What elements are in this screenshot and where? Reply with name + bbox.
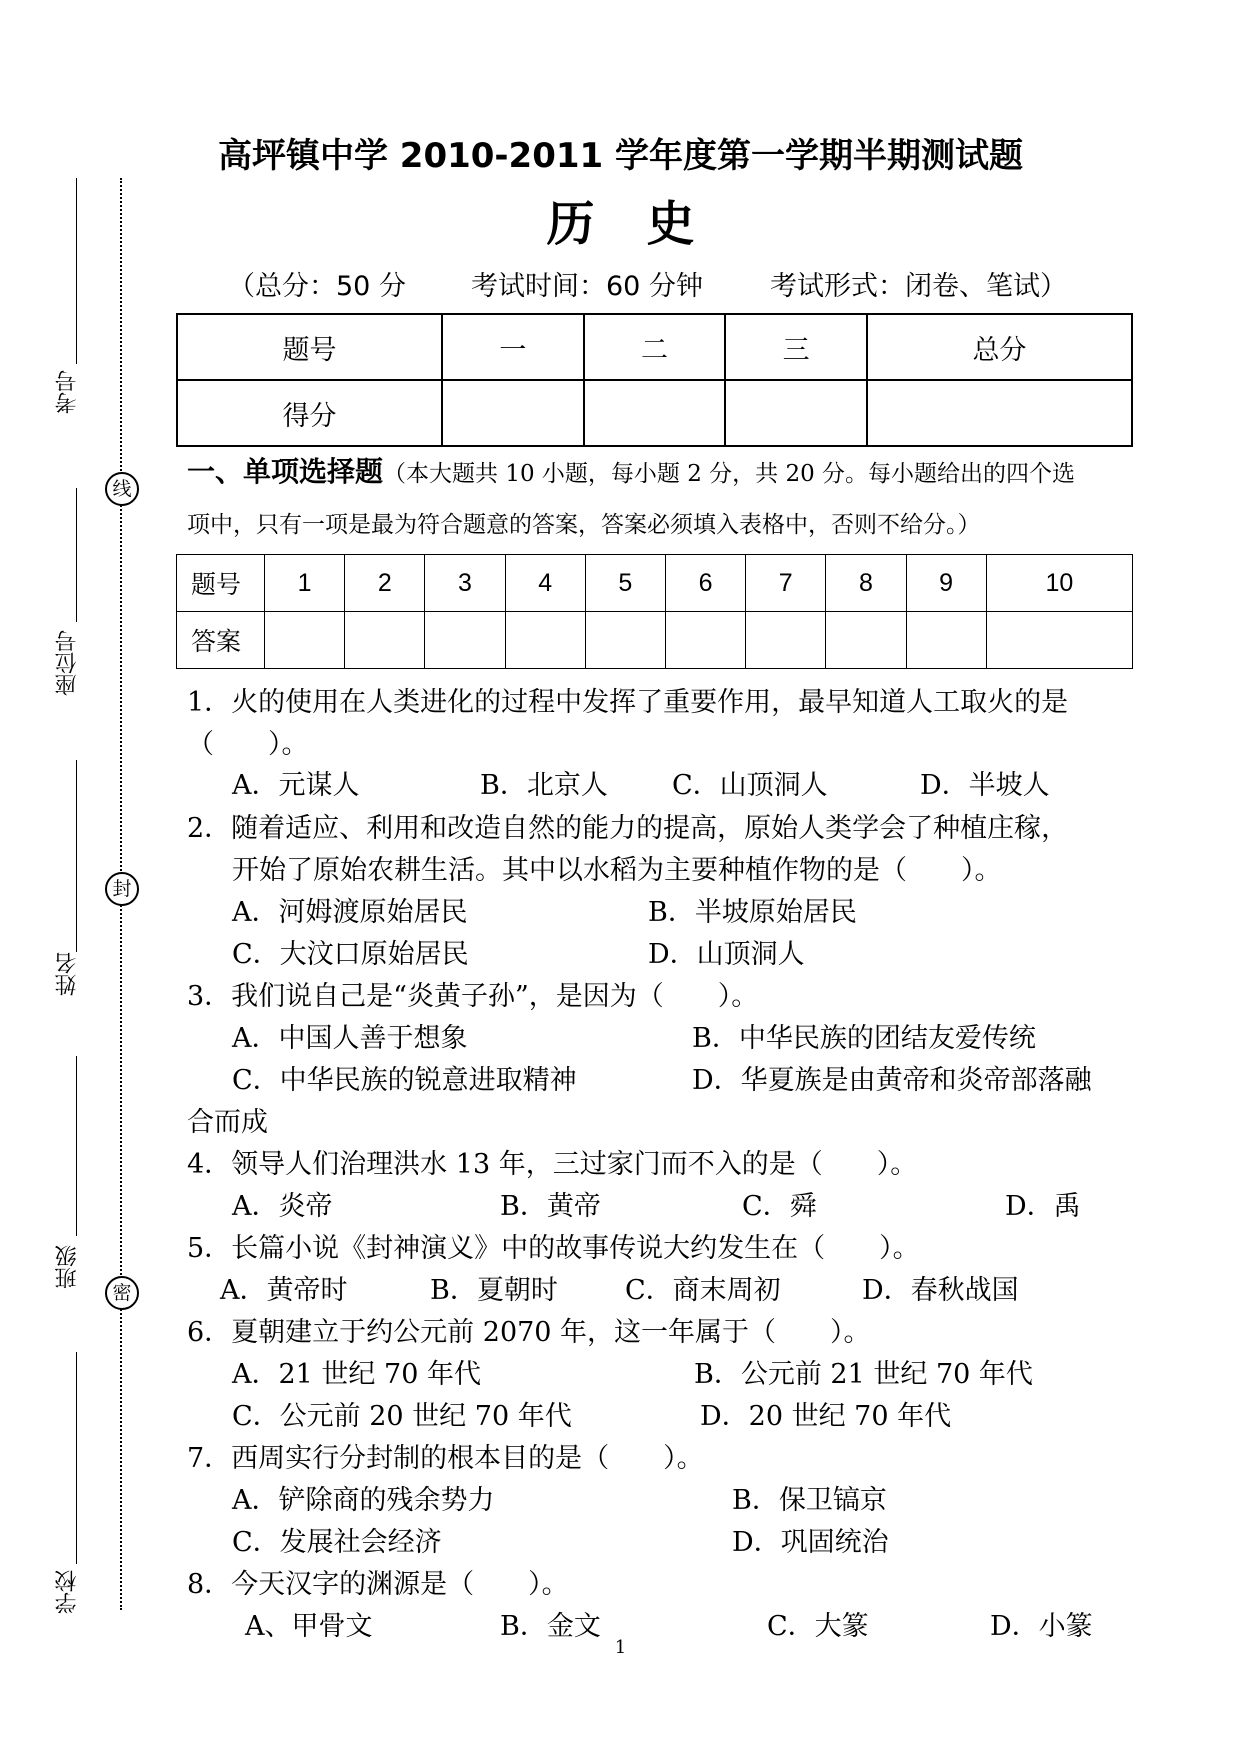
question-2-stem-cont: 开始了原始农耕生活。其中以水稻为主要种植作物的是（ ）。 [232, 855, 1002, 886]
question-6-option-c: C．公元前 20 世纪 70 年代 [232, 1401, 572, 1432]
question-2-option-b: B．半坡原始居民 [648, 897, 857, 928]
question-1-blank: （ ）。 [187, 729, 309, 760]
total-score-info: （总分：50 分 [228, 271, 406, 302]
score-header-cell: 二 [584, 314, 726, 380]
school-label: 学校 [55, 1570, 80, 1614]
score-cell[interactable] [725, 380, 867, 446]
question-4-option-b: B．黄帝 [500, 1191, 601, 1222]
score-cell[interactable] [442, 380, 584, 446]
score-header-cell: 总分 [867, 314, 1132, 380]
question-number-cell: 4 [505, 555, 585, 612]
question-number-cell: 6 [665, 555, 745, 612]
question-3-option-c: C．中华民族的锐意进取精神 [232, 1065, 577, 1096]
question-number-cell: 5 [585, 555, 665, 612]
question-6-option-d: D．20 世纪 70 年代 [700, 1401, 952, 1432]
question-3-option-a: A．中国人善于想象 [232, 1023, 468, 1054]
school-line [76, 1352, 77, 1564]
question-1-option-a: A．元谋人 [232, 770, 360, 801]
page-number: 1 [614, 1637, 627, 1658]
question-4-stem: 4．领导人们治理洪水 13 年，三过家门而不入的是（ ）。 [187, 1149, 918, 1180]
question-1-option-c: C．山顶洞人 [672, 770, 828, 801]
question-8-option-a: A、甲骨文 [245, 1611, 373, 1642]
question-8-stem: 8．今天汉字的渊源是（ ）。 [187, 1569, 569, 1600]
question-5-option-b: B．夏朝时 [430, 1275, 558, 1306]
question-5-stem: 5．长篇小说《封神演义》中的故事传说大约发生在（ ）。 [187, 1233, 920, 1264]
seal-feng-mark: 封 [105, 872, 139, 906]
question-3-stem: 3．我们说自己是“炎黄子孙”，是因为（ ）。 [187, 981, 759, 1012]
score-table-score-row [177, 380, 1132, 446]
section-note-line2: 项中，只有一项是最为符合题意的答案，答案必须填入表格中，否则不给分。） [187, 512, 981, 538]
score-cell[interactable] [584, 380, 726, 446]
question-number-cell: 9 [906, 555, 986, 612]
question-8-option-d: D．小篆 [990, 1611, 1093, 1642]
section-heading [187, 450, 1075, 490]
question-6-option-a: A．21 世纪 70 年代 [232, 1359, 481, 1390]
question-number-cell: 7 [746, 555, 826, 612]
seat-no-label: 座位号 [55, 630, 80, 696]
question-7-option-d: D．巩固统治 [732, 1527, 889, 1558]
question-5-option-d: D．春秋战国 [862, 1275, 1019, 1306]
answer-row-label: 答案 [177, 612, 265, 669]
answer-table-answer-row [177, 612, 1133, 669]
answer-cell[interactable] [826, 612, 906, 669]
question-5-option-c: C．商末周初 [625, 1275, 781, 1306]
subject-title: 历史 [546, 196, 747, 252]
question-number-cell: 1 [265, 555, 345, 612]
question-7-option-b: B．保卫镐京 [732, 1485, 887, 1516]
answer-table [176, 554, 1133, 669]
question-4-option-c: C．舜 [742, 1191, 817, 1222]
answer-cell[interactable] [265, 612, 345, 669]
class-line [76, 1056, 77, 1236]
seal-line-mark: 线 [105, 472, 139, 506]
question-number-cell: 2 [345, 555, 425, 612]
question-3-option-d-cont: 合而成 [187, 1107, 268, 1138]
answer-cell[interactable] [746, 612, 826, 669]
question-1-option-d: D．半坡人 [920, 770, 1050, 801]
exam-no-label: 考号 [55, 370, 80, 414]
question-number-cell: 10 [986, 555, 1132, 612]
section-title: 一、单项选择题 [187, 455, 384, 488]
answer-cell[interactable] [345, 612, 425, 669]
question-1-option-b: B．北京人 [480, 770, 608, 801]
question-4-option-a: A．炎帝 [232, 1191, 333, 1222]
answer-number-label: 题号 [177, 555, 265, 612]
seal-mi-mark: 密 [105, 1276, 139, 1310]
question-3-option-d: D．华夏族是由黄帝和炎帝部落融 [692, 1065, 1092, 1096]
score-header-cell: 题号 [177, 314, 442, 380]
score-header-cell: 三 [725, 314, 867, 380]
question-2-option-c: C．大汶口原始居民 [232, 939, 469, 970]
question-number-cell: 8 [826, 555, 906, 612]
question-4-option-d: D．禹 [1005, 1191, 1081, 1222]
question-1-stem: 1．火的使用在人类进化的过程中发挥了重要作用，最早知道人工取火的是 [187, 687, 1069, 718]
question-3-option-b: B．中华民族的团结友爱传统 [692, 1023, 1036, 1054]
question-6-option-b: B．公元前 21 世纪 70 年代 [694, 1359, 1033, 1390]
question-2-option-d: D．山顶洞人 [648, 939, 805, 970]
question-8-option-c: C．大篆 [767, 1611, 869, 1642]
seat-no-line [76, 488, 77, 622]
question-2-option-a: A．河姆渡原始居民 [232, 897, 468, 928]
answer-cell[interactable] [906, 612, 986, 669]
question-number-cell: 3 [425, 555, 505, 612]
question-7-option-a: A．铲除商的残余势力 [232, 1485, 495, 1516]
exam-time-info: 考试时间：60 分钟 [471, 271, 703, 302]
question-7-stem: 7．西周实行分封制的根本目的是（ ）。 [187, 1443, 704, 1474]
section-note-line1: （本大题共 10 小题，每小题 2 分，共 20 分。每小题给出的四个选 [383, 461, 1076, 487]
question-6-stem: 6．夏朝建立于约公元前 2070 年，这一年属于（ ）。 [187, 1317, 871, 1348]
answer-cell[interactable] [986, 612, 1132, 669]
name-label: 姓名 [55, 952, 80, 996]
name-line [76, 760, 77, 952]
score-table-header-row [177, 314, 1132, 380]
class-label: 班级 [55, 1245, 80, 1289]
score-header-cell: 一 [442, 314, 584, 380]
question-5-option-a: A．黄帝时 [220, 1275, 348, 1306]
question-7-option-c: C．发展社会经济 [232, 1527, 442, 1558]
answer-cell[interactable] [425, 612, 505, 669]
score-cell[interactable] [867, 380, 1132, 446]
question-8-option-b: B．金文 [500, 1611, 601, 1642]
score-row-label: 得分 [177, 380, 442, 446]
score-table [176, 313, 1133, 447]
answer-cell[interactable] [585, 612, 665, 669]
exam-title: 高坪镇中学 2010-2011 学年度第一学期半期测试题 [217, 136, 1024, 176]
exam-form-info: 考试形式：闭卷、笔试） [770, 271, 1067, 302]
answer-cell[interactable] [665, 612, 745, 669]
question-2-stem: 2．随着适应、利用和改造自然的能力的提高，原始人类学会了种植庄稼， [187, 813, 1069, 844]
answer-cell[interactable] [505, 612, 585, 669]
answer-table-number-row [177, 555, 1133, 612]
